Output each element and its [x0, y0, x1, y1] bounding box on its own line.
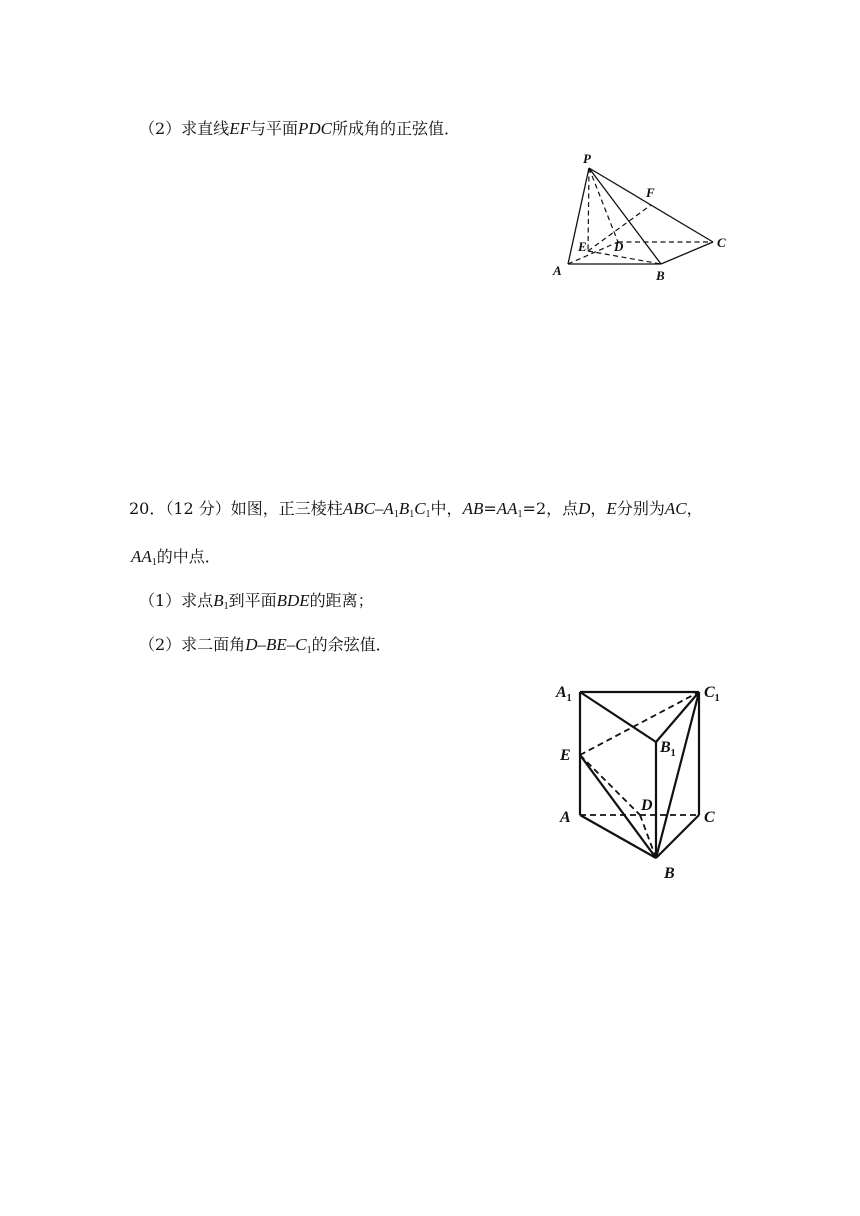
label-b: B [656, 268, 665, 283]
point-d: D [578, 499, 591, 518]
q20-mid: 中， [430, 499, 463, 518]
label-e2: E [560, 747, 571, 764]
seg-aa1: $AA_1$ [496, 499, 523, 520]
label-e: E [578, 239, 587, 254]
plane-bde: BDE [276, 591, 310, 610]
label-a: A [553, 263, 562, 278]
label-d2: D [641, 797, 653, 814]
q19-part2-suffix: 所成角的正弦值． [331, 119, 460, 138]
q20-line1: 20．（12 分）如图，正三棱柱ABC–$A_1B_1C_1$中，$AB=AA_1=2$，点D，E分别为AC， [129, 499, 703, 520]
label-a1: $A_1$ [556, 684, 572, 704]
label-d: D [614, 239, 624, 254]
q19-part2-middle: 与平面 [249, 119, 298, 138]
seg-ac: AC [664, 499, 687, 518]
dihedral-angle: $D-BE-C_1$ [245, 635, 312, 656]
label-c1: $C_1$ [704, 684, 720, 704]
label-p: P [583, 151, 591, 166]
label-c: C [717, 235, 726, 250]
plane-pdc: PDC [297, 119, 332, 138]
seg-ab: AB [462, 499, 484, 518]
line-ef: EF [229, 119, 250, 138]
q20-eq2: =2，点 [522, 499, 579, 518]
point-e: E [606, 499, 617, 518]
q19-part2-prefix: （2）求直线 [139, 119, 230, 138]
prism-solid-edges [580, 692, 699, 858]
label-f: F [646, 185, 655, 200]
label-b2: B [664, 865, 675, 882]
q20-part2: （2）求二面角$D-BE-C_1$的余弦值． [139, 635, 392, 656]
label-c2: C [704, 809, 715, 826]
q20-line2-text: 的中点． [156, 547, 221, 566]
label-a2: A [560, 809, 571, 826]
point-b1: $B_1$ [213, 591, 229, 612]
seg-aa1-line2: $AA_1$ [131, 547, 157, 568]
label-b1: $B_1$ [660, 739, 676, 759]
prism-name: ABC–$A_1B_1C_1$ [342, 499, 431, 520]
q20-number: 20．（12 分）如图，正三棱柱 [129, 499, 343, 518]
q20-part1: （1）求点$B_1$到平面BDE的距离； [139, 591, 374, 612]
